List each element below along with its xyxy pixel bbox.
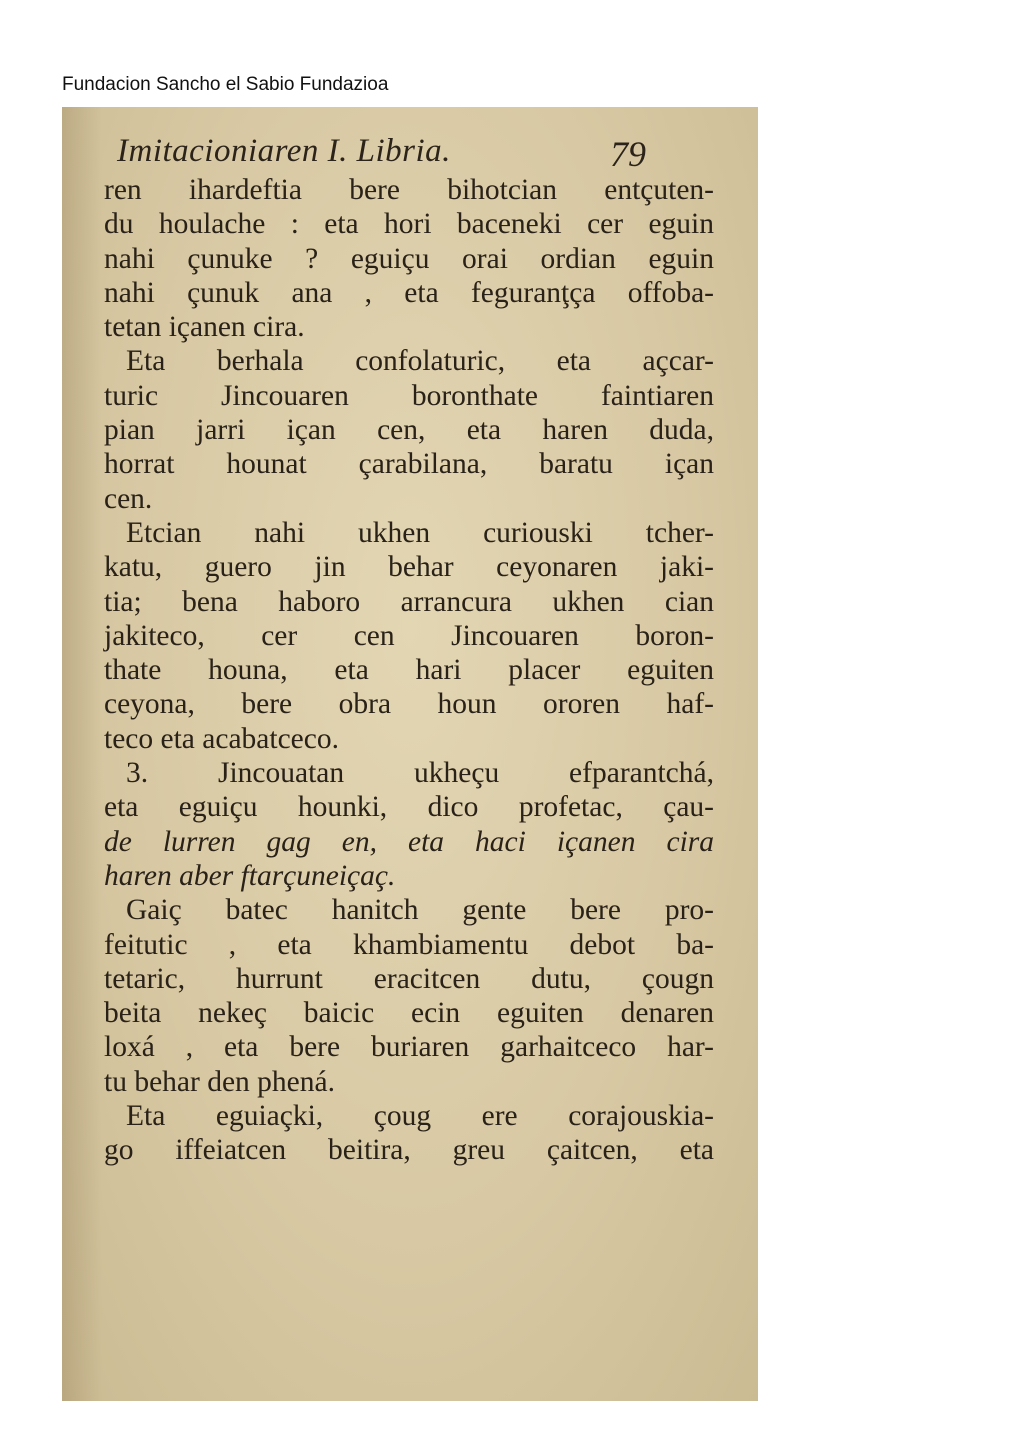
running-title: Imitacioniaren I. Libria. [117, 133, 451, 169]
text-line: Eta berhala confolaturic, eta açcar- [126, 345, 714, 378]
text-line: nahi çunuk ana , eta feguranţça offoba- [104, 276, 714, 309]
text-line: tetan içanen cira. [104, 311, 305, 344]
text-line: go iffeiatcen beitira, greu çaitcen, eta [104, 1134, 714, 1167]
text-line: teco eta acabatceco. [104, 722, 339, 755]
text-line: jakiteco, cer cen Jincouaren boron- [104, 619, 714, 652]
text-line: haren aber ftarçuneiçaç. [104, 859, 396, 892]
text-line: Gaiç batec hanitch gente bere pro- [126, 894, 714, 927]
text-line: ceyona, bere obra houn ororen haf- [104, 688, 714, 721]
scanned-book-page [62, 107, 758, 1401]
text-line: Eta eguiaçki, çoug ere corajouskia- [126, 1100, 714, 1133]
running-head [62, 133, 758, 177]
text-line: katu, guero jin behar ceyonaren jaki- [104, 551, 714, 584]
text-line: eta eguiçu hounki, dico profetac, çau- [104, 791, 714, 824]
text-line: 3. Jincouatan ukheçu efparantchá, [126, 757, 714, 790]
text-line: loxá , eta bere buriaren garhaitceco har- [104, 1031, 714, 1064]
text-line: Etcian nahi ukhen curiouski tcher- [126, 516, 714, 549]
text-line: horrat hounat çarabilana, baratu içan [104, 448, 714, 481]
text-line: thate houna, eta hari placer eguiten [104, 654, 714, 687]
text-line: de lurren gag en, eta haci içanen cira [104, 825, 714, 858]
text-line: tu behar den phená. [104, 1065, 335, 1098]
text-line: pian jarri içan cen, eta haren duda, [104, 414, 714, 447]
text-line: feitutic , eta khambiamentu debot ba- [104, 928, 714, 961]
text-line: nahi çunuke ? eguiçu orai ordian eguin [104, 242, 714, 275]
text-line: turic Jincouaren boronthate faintiaren [104, 379, 714, 412]
source-header: Fundacion Sancho el Sabio Fundazioa [62, 74, 389, 95]
text-line: tetaric, hurrunt eracitcen dutu, çougn [104, 962, 714, 995]
page-number: 79 [610, 134, 646, 174]
text-line: tia; bena haboro arrancura ukhen cian [104, 585, 714, 618]
text-line: du houlache : eta hori baceneki cer eguin [104, 208, 714, 241]
body-text [104, 173, 714, 1168]
text-line: ren ihardeftia bere bihotcian entçuten- [104, 174, 714, 206]
text-line: cen. [104, 482, 153, 515]
text-line: beita nekeç baicic ecin eguiten denaren [104, 997, 714, 1030]
